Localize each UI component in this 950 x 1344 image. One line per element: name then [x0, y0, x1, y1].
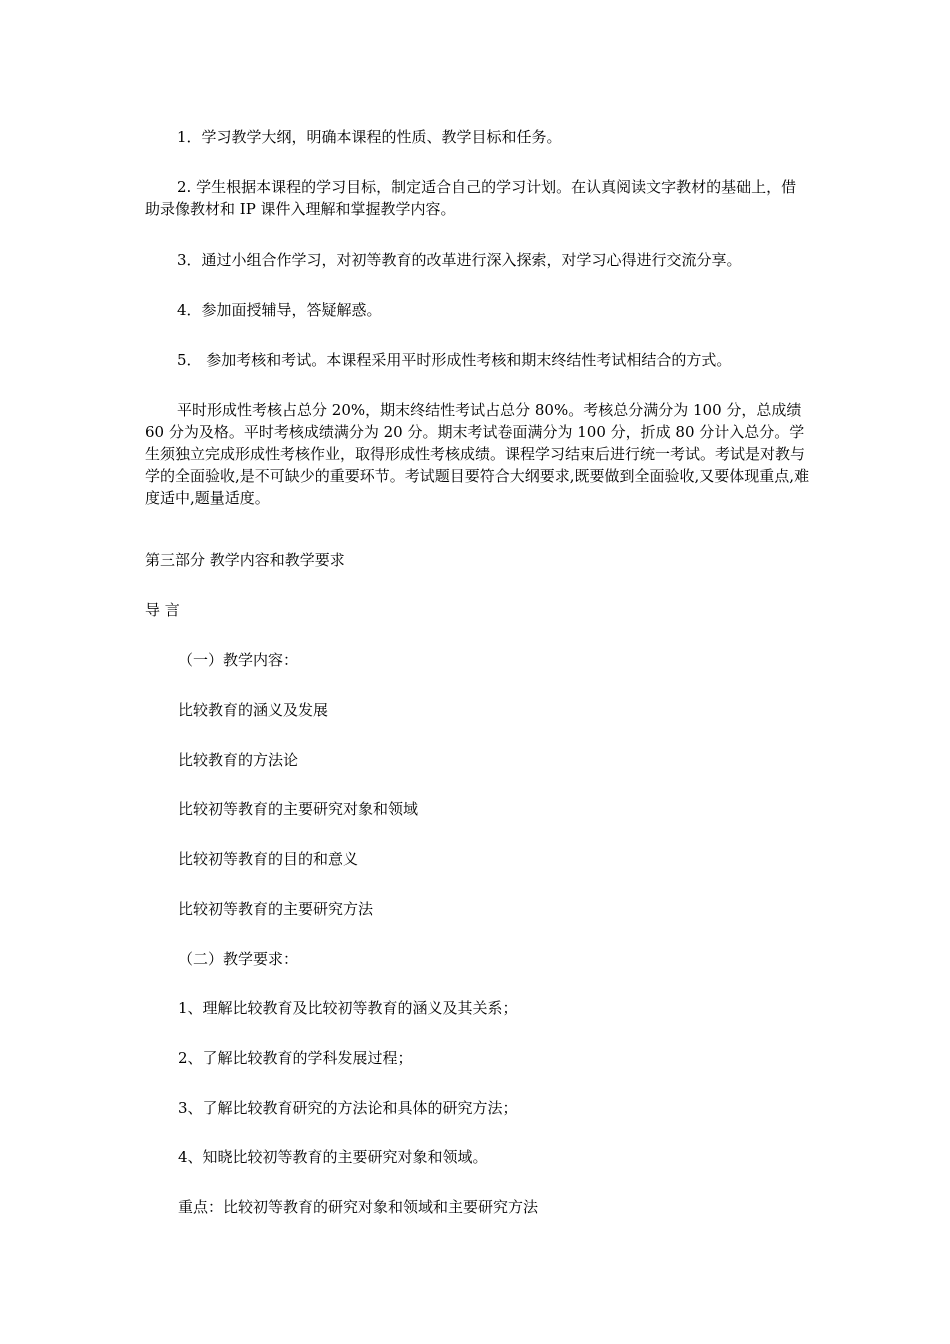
part-title: 第三部分 教学内容和教学要求: [145, 551, 345, 569]
content-item: 比较初等教育的主要研究对象和领域: [178, 800, 419, 818]
intro-title: 导 言: [145, 601, 180, 619]
requirement-item: 3、了解比较教育研究的方法论和具体的研究方法；: [178, 1099, 518, 1117]
requirements-heading: （二）教学要求：: [178, 950, 299, 968]
key-points: 重点：比较初等教育的研究对象和领域和主要研究方法: [178, 1198, 539, 1216]
assessment-paragraph: 平时形成性考核占总分 20%，期末终结性考试占总分 80%。考核总分满分为 100 分，总成绩 60 分为及格。平时考核成绩满分为 20 分。期末考试卷面满分为 100 分，折成 80 分计入总分。学生须独立完成形成性考核作业，取得形成性考核成绩。课程学习结束后进行统一考试。考试是对教与学的全面验收,是不可缺少的重要环节。考试题目要符合大纲要求,既要做到全面验收,又要体现重点,难度适中,题量适度。: [145, 401, 810, 507]
content-item: 比较教育的方法论: [178, 751, 299, 769]
content-item: 比较初等教育的主要研究方法: [178, 900, 374, 918]
content-item: 比较初等教育的目的和意义: [178, 850, 359, 868]
requirement-item: 2、了解比较教育的学科发展过程；: [178, 1049, 413, 1067]
requirement-item: 1、理解比较教育及比较初等教育的涵义及其关系；: [178, 999, 518, 1017]
study-step-1: 1．学习教学大纲，明确本课程的性质、教学目标和任务。: [177, 128, 562, 146]
study-step-5: 5． 参加考核和考试。本课程采用平时形成性考核和期末终结性考试相结合的方式。: [177, 351, 732, 369]
content-heading: （一）教学内容：: [178, 651, 299, 669]
content-item: 比较教育的涵义及发展: [178, 701, 329, 719]
study-step-2: 2. 学生根据本课程的学习目标，制定适合自己的学习计划。在认真阅读文字教材的基础上，借助录像教材和 IP 课件入理解和掌握教学内容。: [145, 178, 797, 218]
study-step-3: 3．通过小组合作学习，对初等教育的改革进行深入探索，对学习心得进行交流分享。: [177, 251, 742, 269]
study-step-4: 4．参加面授辅导，答疑解惑。: [177, 301, 382, 319]
requirement-item: 4、知晓比较初等教育的主要研究对象和领域。: [178, 1148, 488, 1166]
